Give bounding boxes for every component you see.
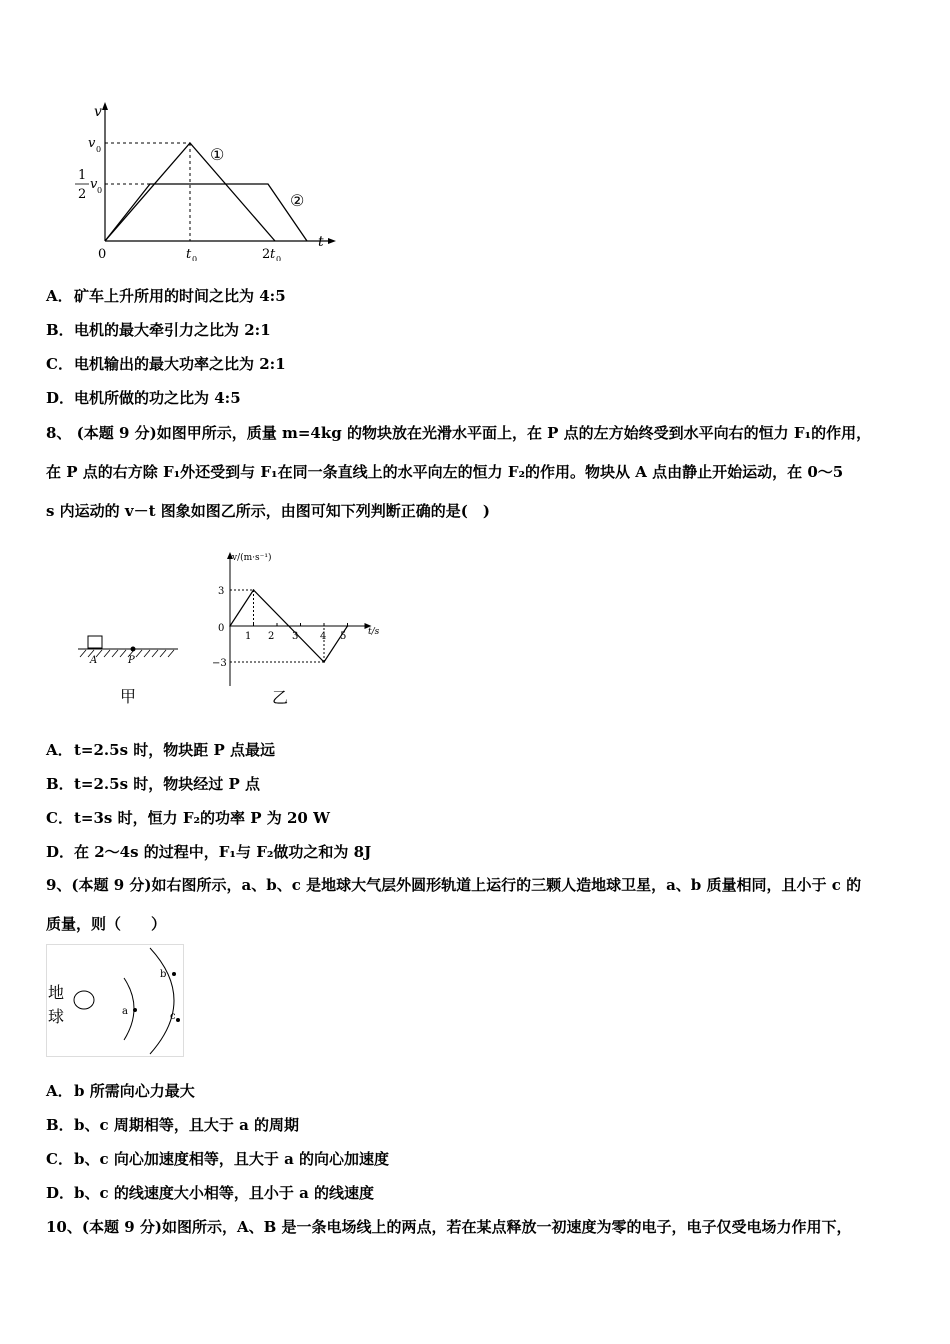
- curve-2: [105, 184, 307, 241]
- q9-option-a[interactable]: A．b 所需向心力最大: [46, 1082, 195, 1100]
- block: [88, 636, 102, 648]
- label-p: P: [128, 655, 135, 666]
- 2t0-label: 2: [262, 247, 271, 261]
- point-p: [131, 647, 136, 652]
- origin-label: 0: [98, 247, 107, 261]
- chart-x-tick-3: 3: [292, 631, 299, 642]
- chart-data-point: [229, 625, 231, 627]
- svg-text:0: 0: [192, 255, 198, 261]
- svg-text:0: 0: [97, 186, 103, 195]
- chart-y-tick-neg3: −3: [212, 658, 227, 669]
- half-numerator: 1: [78, 168, 87, 183]
- caption-jia: 甲: [120, 687, 137, 706]
- satellite-a: [133, 1008, 137, 1012]
- q9-option-d[interactable]: D．b、c 的线速度大小相等，且小于 a 的线速度: [46, 1184, 375, 1202]
- earth-label-1: 地: [48, 983, 65, 1002]
- figure-jia: [74, 630, 184, 710]
- sat-c-label: c: [170, 1011, 176, 1022]
- chart-y-tick-3: 3: [218, 586, 225, 597]
- q8-option-a[interactable]: A．t=2.5s 时，物块距 P 点最远: [46, 741, 275, 759]
- chart-data-point: [253, 589, 255, 591]
- t-axis-label: t: [318, 234, 324, 250]
- q8-stem: 8、 (本题 9 分)如图甲所示，质量 m=4kg 的物块放在光滑水平面上，在 P 点的左方始终受到水平向右的恒力 F₁的作用， 在 P 点的右方除 F₁外还受到与 F₁在同一条直线上的水平向左的恒力 F₂的作用。物块从 A 点由静止开始运动，在 0～5 s 内运动的 v－t 图象如图乙所示，由图可知下列判断正确的是( ): [46, 424, 872, 520]
- curve-2-label: ②: [290, 191, 305, 210]
- q8-option-b[interactable]: B．t=2.5s 时，物块经过 P 点: [46, 775, 260, 793]
- velocity-time-chart-yi: [210, 546, 390, 711]
- v-axis-label: v: [94, 104, 102, 120]
- chart-y-label: v/(m·s⁻¹): [232, 553, 272, 563]
- caption-yi: 乙: [272, 688, 289, 707]
- svg-text:0: 0: [96, 145, 102, 154]
- chart-x-label: t/s: [368, 627, 380, 637]
- q9-option-c[interactable]: C．b、c 向心加速度相等，且大于 a 的向心加速度: [46, 1150, 390, 1168]
- label-a: A: [90, 655, 98, 666]
- earth: [74, 991, 94, 1009]
- chart-x-tick-1: 1: [245, 631, 252, 642]
- svg-text:t: t: [270, 247, 276, 261]
- sat-b-label: b: [160, 969, 167, 980]
- velocity-time-graph-1: [60, 96, 350, 261]
- earth-label-2: 球: [48, 1007, 65, 1026]
- satellite-orbit-figure: [46, 944, 186, 1059]
- satellite-c: [176, 1018, 180, 1022]
- q7-option-b[interactable]: B．电机的最大牵引力之比为 2:1: [46, 321, 271, 339]
- q7-option-a[interactable]: A．矿车上升所用的时间之比为 4:5: [46, 287, 286, 305]
- half-denominator: 2: [78, 187, 87, 202]
- chart-x-tick-5: 5: [340, 631, 347, 642]
- half-v0-label: v: [90, 177, 98, 192]
- chart-x-tick-2: 2: [268, 631, 275, 642]
- v0-label: v: [88, 136, 96, 151]
- q9-option-b[interactable]: B．b、c 周期相等，且大于 a 的周期: [46, 1116, 300, 1134]
- q7-option-d[interactable]: D．电机所做的功之比为 4:5: [46, 389, 241, 407]
- q8-option-c[interactable]: C．t=3s 时，恒力 F₂的功率 P 为 20 W: [46, 809, 330, 827]
- t0-label: t: [186, 247, 192, 261]
- q7-option-c[interactable]: C．电机输出的最大功率之比为 2:1: [46, 355, 286, 373]
- chart-y-tick-0: 0: [218, 623, 225, 634]
- q9-stem: 9、(本题 9 分)如右图所示，a、b、c 是地球大气层外圆形轨道上运行的三颗人造地球卫星，a、b 质量相同，且小于 c 的 质量，则（ ）: [46, 876, 862, 933]
- svg-text:0: 0: [276, 255, 282, 261]
- orbit-bc: [150, 948, 174, 1054]
- sat-a-label: a: [122, 1006, 128, 1017]
- chart-data-point: [323, 661, 325, 663]
- chart-x-tick-4: 4: [320, 631, 327, 642]
- q10-stem: 10、(本题 9 分)如图所示，A、B 是一条电场线上的两点，若在某点释放一初速度为零的电子，电子仅受电场力作用下，: [46, 1218, 852, 1236]
- chart-data-point: [347, 625, 349, 627]
- curve-1-label: ①: [210, 145, 225, 164]
- satellite-b: [172, 972, 176, 976]
- q8-option-d[interactable]: D．在 2～4s 的过程中，F₁与 F₂做功之和为 8J: [46, 843, 372, 861]
